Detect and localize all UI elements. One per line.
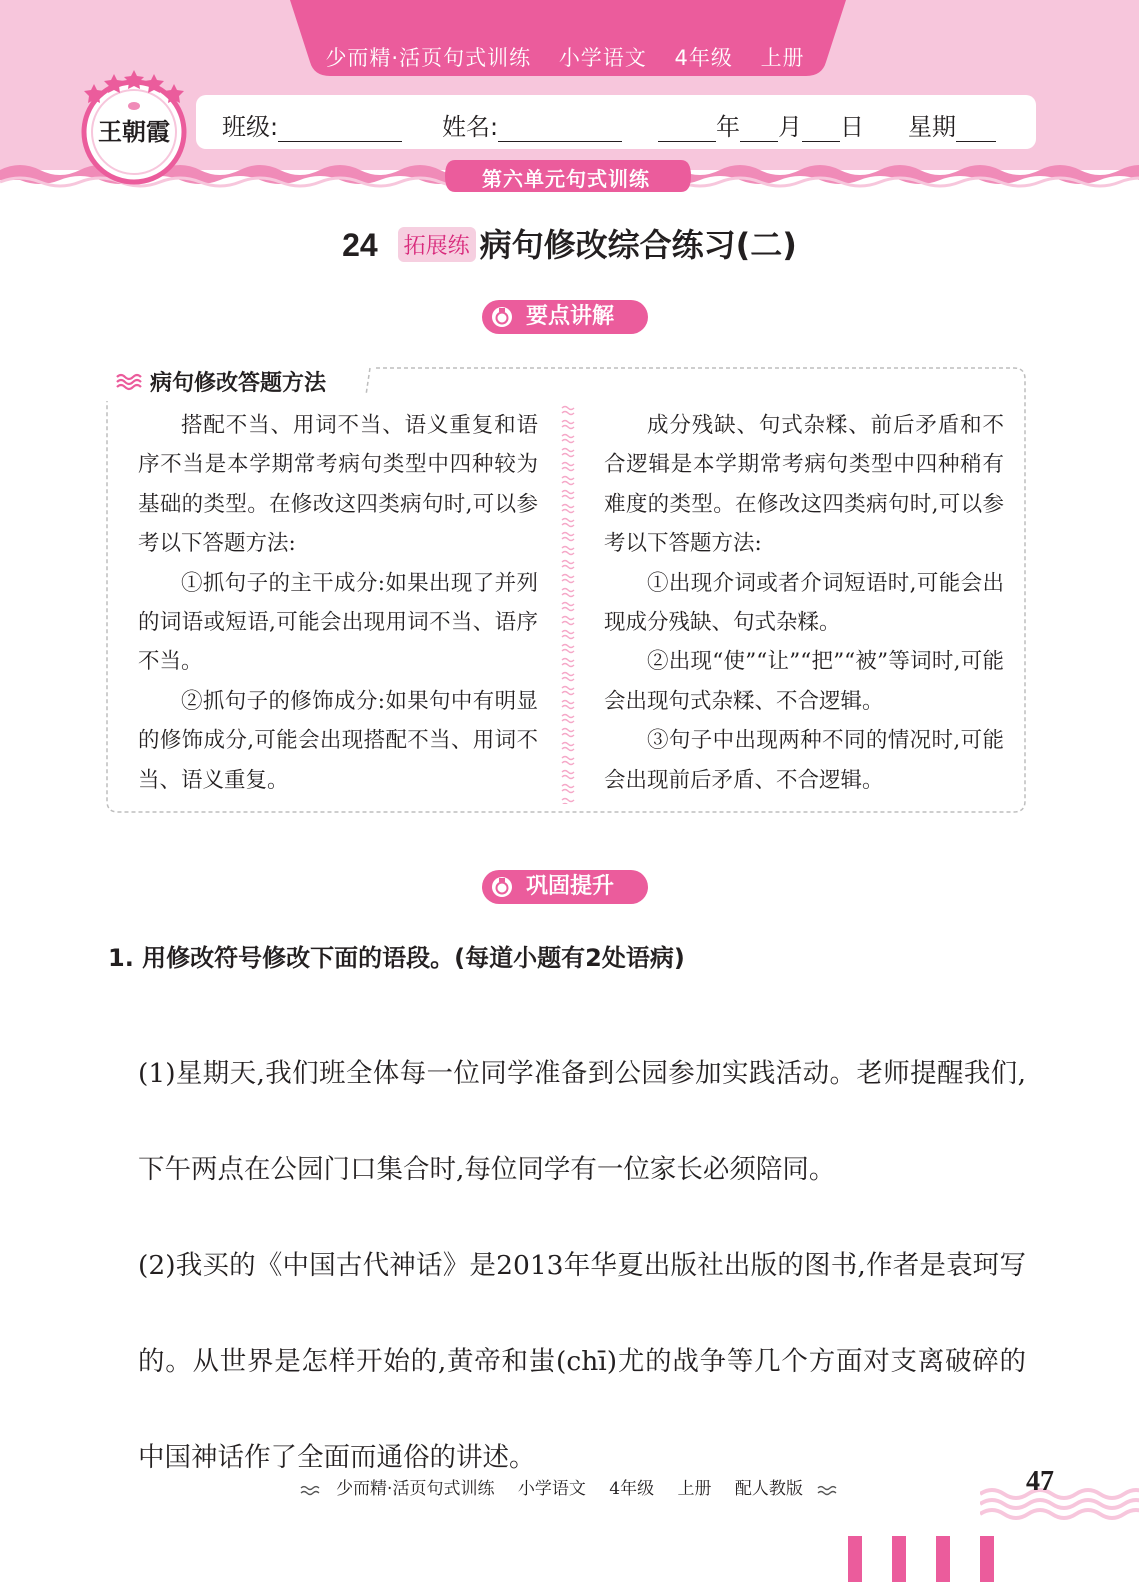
weekday-label: 星期 (908, 113, 956, 141)
footer-edition: 配人教版 (734, 1479, 803, 1499)
footer-volume: 上册 (677, 1479, 712, 1499)
month-label: 月 (778, 113, 802, 141)
day-label: 日 (840, 113, 864, 141)
column-divider (560, 404, 576, 804)
class-blank[interactable] (278, 115, 402, 142)
footer-grade: 4年级 (609, 1479, 655, 1499)
wave-icon (116, 373, 144, 391)
footer-bars (846, 1536, 996, 1582)
method-right-paragraph: ③句子中出现两种不同的情况时,可能会出现前后矛盾、不合逻辑。 (604, 728, 1004, 793)
lesson-title (0, 220, 1139, 266)
brand-logo (76, 70, 192, 186)
lesson-name: 病句修改综合练习(二) (479, 226, 797, 264)
wave-icon (300, 1484, 322, 1496)
corner-decoration (980, 1472, 1139, 1582)
date-field[interactable] (658, 107, 864, 142)
lesson-number: 24 (342, 227, 378, 263)
series-title (300, 42, 830, 72)
month-blank[interactable] (740, 115, 778, 142)
class-label: 班级: (222, 113, 279, 141)
medal-icon (490, 875, 514, 899)
medal-icon (490, 305, 514, 329)
day-blank[interactable] (802, 115, 840, 142)
name-label: 姓名: (442, 113, 499, 141)
method-right-paragraph: ①出现介词或者介词短语时,可能会出现成分残缺、句式杂糅。 (604, 570, 1004, 636)
method-heading-text: 病句修改答题方法 (150, 371, 327, 396)
weekday-blank[interactable] (956, 115, 996, 142)
unit-tab: 第六单元句式训练 (482, 167, 650, 191)
wave-icon (817, 1484, 839, 1496)
page-number: 47 (1026, 1466, 1054, 1497)
series-volume: 上册 (760, 46, 805, 70)
logo-text: 王朝霞 (98, 117, 170, 146)
name-field[interactable] (442, 107, 622, 142)
method-left-paragraph: 搭配不当、用词不当、语义重复和语序不当是本学期常考病句类型中四种较为基础的类型。在修改这四类病句时,可以参考以下答题方法: (138, 413, 538, 557)
year-blank[interactable] (658, 115, 716, 142)
class-field[interactable] (222, 107, 402, 142)
footer-caption (0, 1474, 1139, 1499)
exercise-item[interactable]: (2)我买的《中国古代神话》是2013年华夏出版社出版的图书,作者是袁珂写的。从世界是怎样开始的,黄帝和蚩(chī)尤的战争等几个方面对支离破碎的中国神话作了全面而通俗的讲述。 (138, 1250, 1026, 1473)
exercise-items[interactable] (138, 1026, 1026, 1506)
lesson-tag: 拓展练 (398, 227, 476, 262)
practice-pill (482, 870, 648, 904)
student-info-bar (196, 95, 1036, 149)
series-subject: 小学语文 (558, 46, 647, 70)
weekday-field[interactable] (908, 107, 996, 142)
exercise-item[interactable]: (1)星期天,我们班全体每一位同学准备到公园参加实践活动。老师提醒我们,下午两点在公园门口集合时,每位同学有一位家长必须陪同。 (138, 1058, 1026, 1185)
method-right-column (604, 406, 1004, 800)
footer-subject: 小学语文 (517, 1479, 586, 1499)
footer-series: 少而精·活页句式训练 (336, 1479, 495, 1499)
key-points-pill (482, 300, 648, 334)
method-heading (116, 366, 326, 397)
name-blank[interactable] (498, 115, 622, 142)
method-right-paragraph: 成分残缺、句式杂糅、前后矛盾和不合逻辑是本学期常考病句类型中四种稍有难度的类型。在修改这四类病句时,可以参考以下答题方法: (604, 413, 1004, 557)
year-label: 年 (716, 113, 740, 141)
key-points-label: 要点讲解 (526, 304, 615, 329)
method-left-paragraph: ①抓句子的主干成分:如果出现了并列的词语或短语,可能会出现用词不当、语序不当。 (138, 570, 538, 675)
series-name: 少而精·活页句式训练 (325, 46, 532, 70)
method-right-paragraph: ②出现“使”“让”“把”“被”等词时,可能会出现句式杂糅、不合逻辑。 (604, 649, 1004, 714)
practice-label: 巩固提升 (526, 874, 615, 899)
method-left-column (138, 406, 538, 800)
series-grade: 4年级 (674, 46, 733, 70)
question-title: 1. 用修改符号修改下面的语段。(每道小题有2处语病) (108, 944, 685, 972)
method-left-paragraph: ②抓句子的修饰成分:如果句中有明显的修饰成分,可能会出现搭配不当、用词不当、语义重复。 (138, 688, 538, 793)
